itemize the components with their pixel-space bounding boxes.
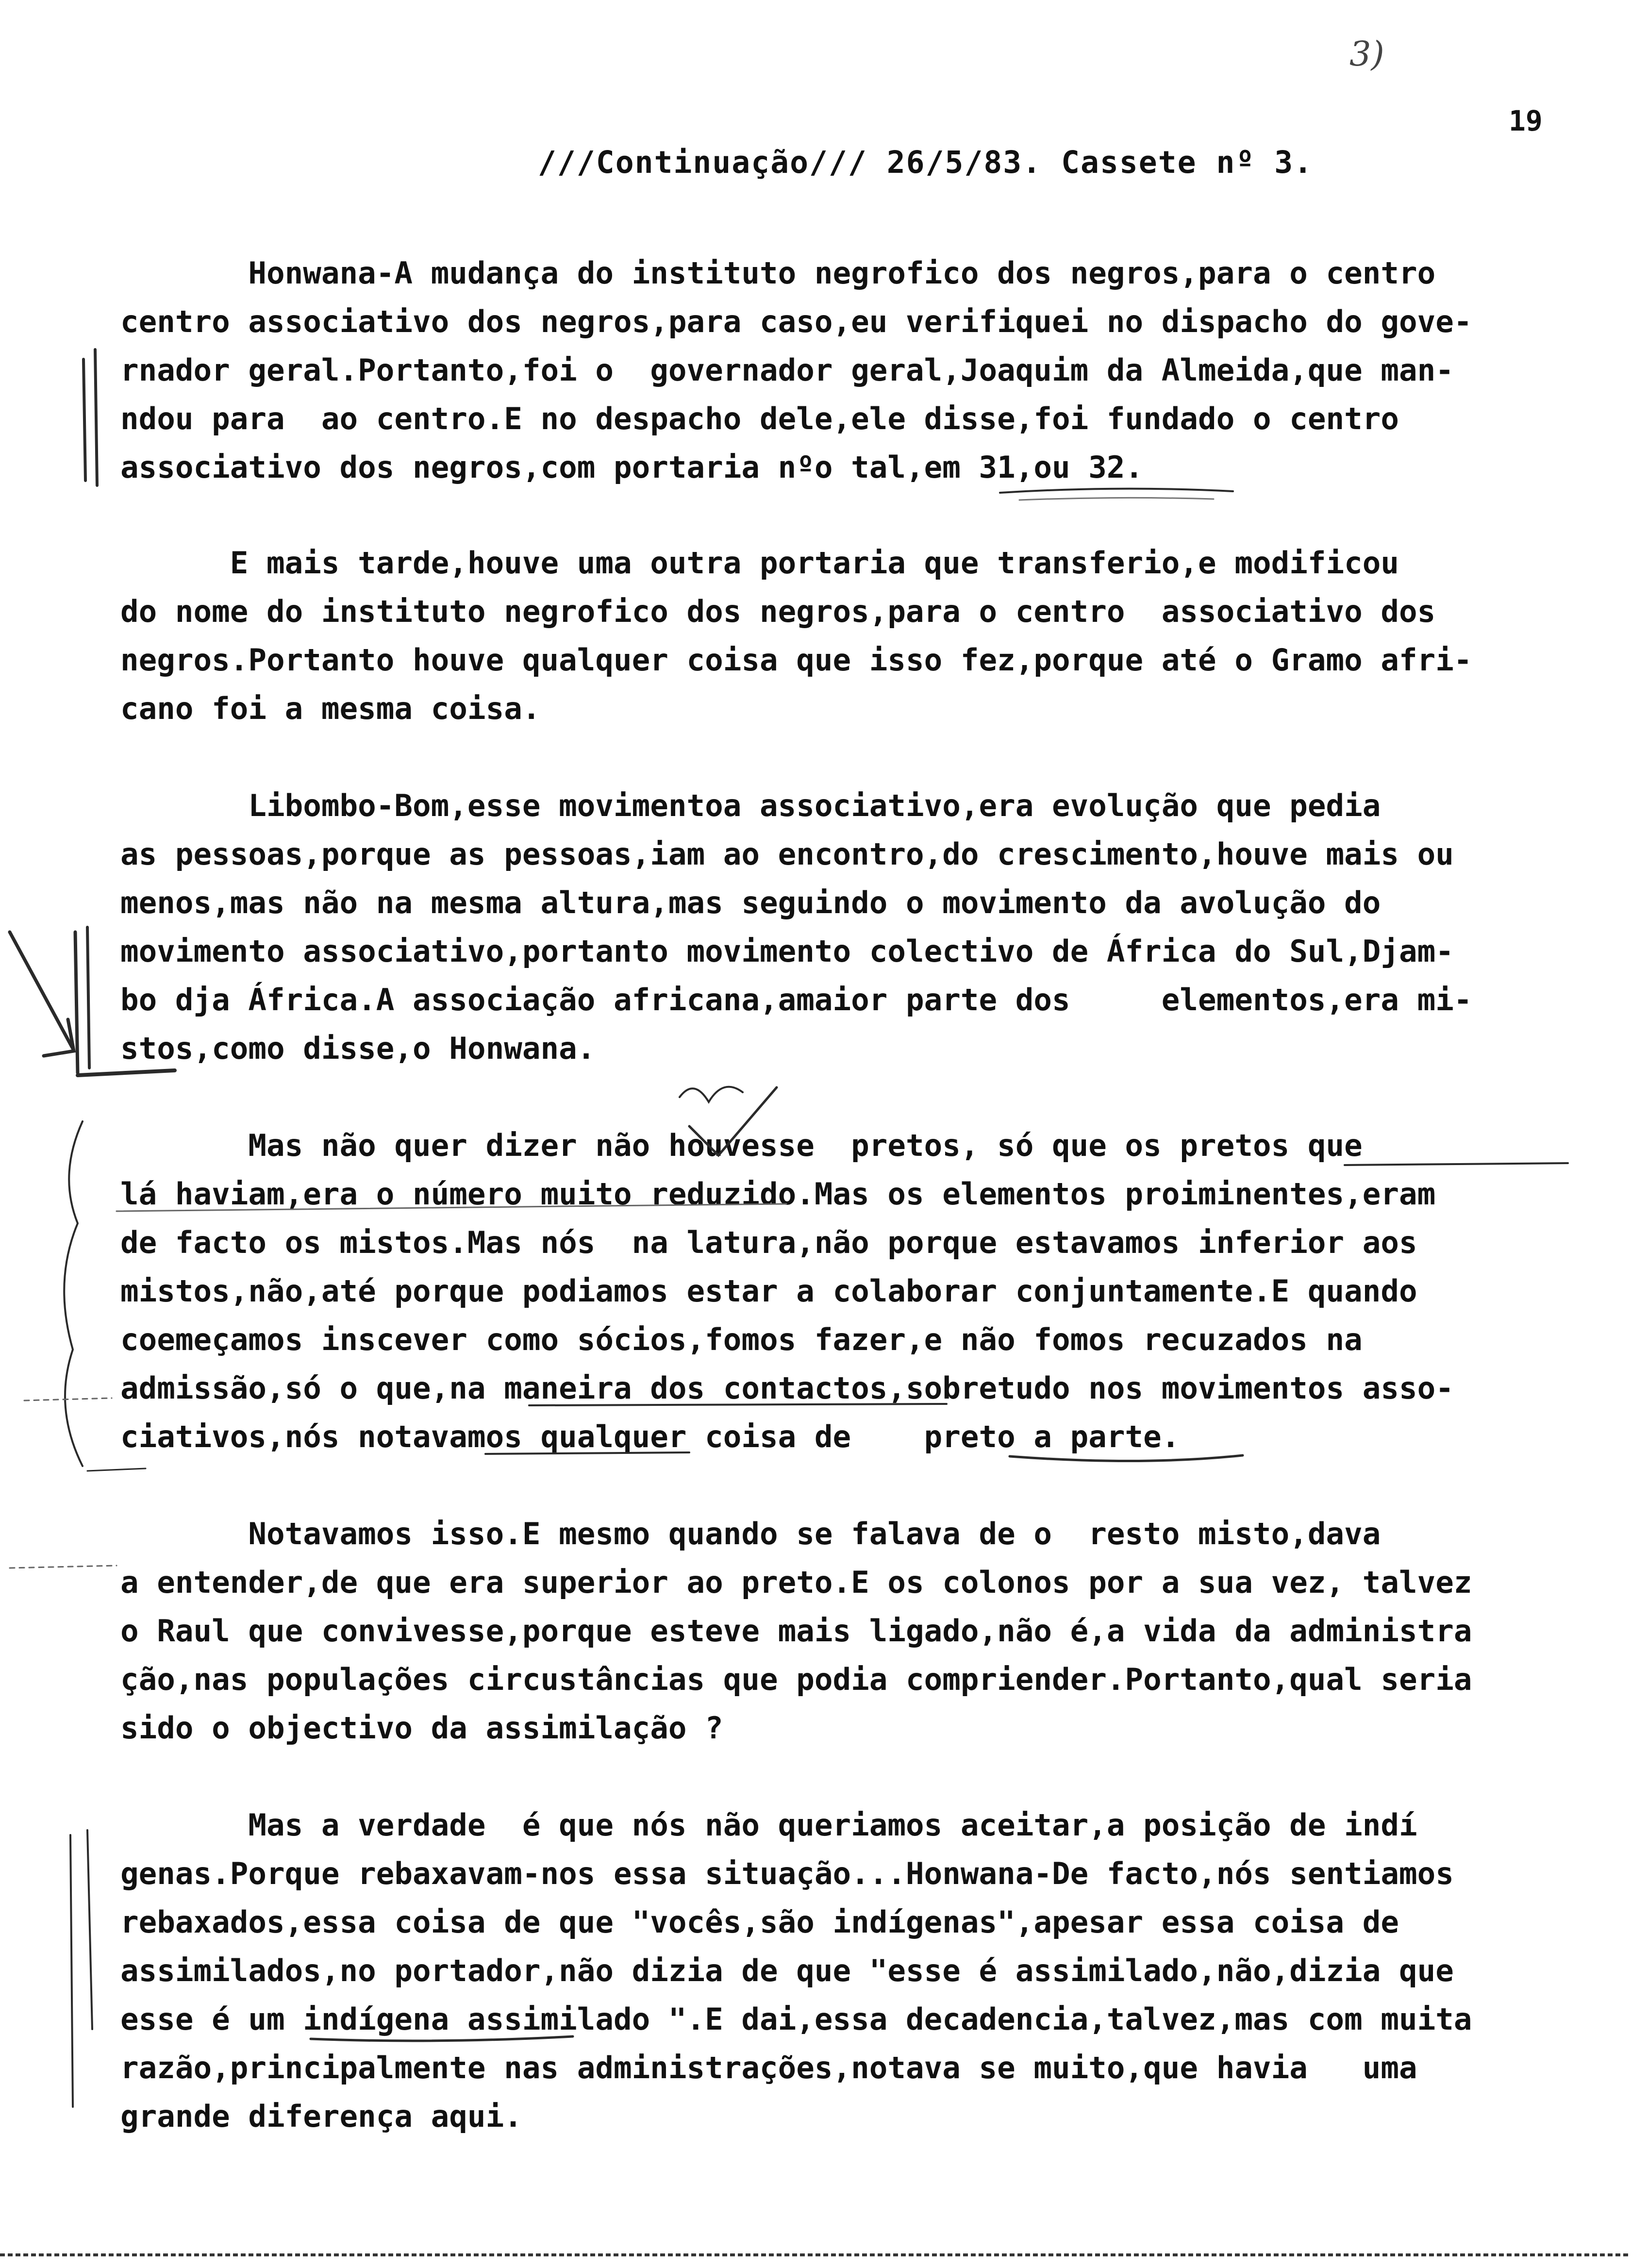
insertion-mark <box>680 1087 743 1102</box>
corner-pencil-mark: 3) <box>1349 34 1384 74</box>
paragraph-6 <box>120 1801 1567 2141</box>
paragraph-2 <box>120 539 1567 733</box>
text-line: movimento associativo,portanto movimento colectivo de África do Sul,Djam- <box>120 934 1454 969</box>
arrow-icon <box>44 1019 74 1056</box>
margin-bar-mark <box>70 1835 73 2107</box>
page-number: 19 <box>1509 104 1543 137</box>
text-line: Libombo-Bom,esse movimentoa associativo,era evolução que pedia <box>120 788 1381 823</box>
text-line: cano foi a mesma coisa. <box>120 691 541 726</box>
text-line: assimilados,no portador,não dizia de que "esse é assimilado,não,dizia que <box>120 1953 1454 1988</box>
margin-brace-mark <box>64 1121 83 1466</box>
text-line: centro associativo dos negros,para caso,eu verifiquei no dispacho do gove- <box>120 304 1472 339</box>
text-line: rebaxados,essa coisa de que "vocês,são indígenas",apesar essa coisa de <box>120 1904 1399 1940</box>
text-line: Honwana-A mudança do instituto negrofico dos negros,para o centro <box>120 255 1436 291</box>
text-line: ndou para ao centro.E no despacho dele,ele disse,foi fundado o centro <box>120 401 1399 436</box>
arrow-icon <box>10 932 73 1049</box>
text-line: mistos,não,até porque podiamos estar a colaborar conjuntamente.E quando <box>120 1273 1417 1309</box>
text-line: as pessoas,porque as pessoas,iam ao encontro,do crescimento,houve mais ou <box>120 836 1454 872</box>
text-line: lá haviam,era o número muito reduzido.Mas os elementos proiminentes,eram <box>120 1176 1436 1212</box>
text-line: Mas não quer dizer não houvesse pretos, só que os pretos que <box>120 1128 1363 1163</box>
text-line: admissão,só o que,na maneira dos contactos,sobretudo nos movimentos asso- <box>120 1370 1454 1406</box>
text-line: coemeçamos inscever como sócios,fomos fazer,e não fomos recuzados na <box>120 1322 1363 1357</box>
text-line: a entender,de que era superior ao preto.E os colonos por a sua vez, talvez <box>120 1565 1472 1600</box>
margin-bar-mark <box>87 1830 92 2029</box>
paragraph-3 <box>120 782 1567 1073</box>
margin-dash-mark <box>24 1398 112 1401</box>
text-line: E mais tarde,houve uma outra portaria que transferio,e modificou <box>120 545 1399 581</box>
text-line: razão,principalmente nas administrações,notava se muito,que havia uma <box>120 2050 1417 2085</box>
text-line: menos,mas não na mesma altura,mas seguindo o movimento da avolução do <box>120 885 1381 920</box>
page-bottom-edge <box>0 2253 1631 2256</box>
text-line: Mas a verdade é que nós não queriamos aceitar,a posição de indí <box>120 1807 1417 1843</box>
text-line: ção,nas populações circustâncias que podia compriender.Portanto,qual seria <box>120 1662 1472 1697</box>
text-line: genas.Porque rebaxavam-nos essa situação...Honwana-De facto,nós sentiamos <box>120 1856 1454 1891</box>
text-line: bo dja África.A associação africana,amaior parte dos elementos,era mi- <box>120 982 1472 1017</box>
text-line: rnador geral.Portanto,foi o governador geral,Joaquim da Almeida,que man- <box>120 352 1454 388</box>
text-line: de facto os mistos.Mas nós na latura,não porque estavamos inferior aos <box>120 1225 1417 1260</box>
text-line: esse é um indígena assimilado ".E dai,essa decadencia,talvez,mas com muita <box>120 2001 1472 2037</box>
text-line: negros.Portanto houve qualquer coisa que isso fez,porque até o Gramo afri- <box>120 642 1472 678</box>
text-line: do nome do instituto negrofico dos negros,para o centro associativo dos <box>120 594 1436 629</box>
page-header: ///Continuação/// 26/5/83. Cassete nº 3. <box>538 145 1314 180</box>
paragraph-1 <box>120 249 1567 492</box>
paragraph-4 <box>120 1121 1567 1461</box>
text-line: stos,como disse,o Honwana. <box>120 1031 596 1066</box>
underline-mark <box>1019 498 1214 500</box>
margin-bar-mark <box>87 1468 146 1471</box>
margin-bar-mark <box>87 927 89 1068</box>
margin-bar-mark <box>95 350 97 485</box>
text-line: grande diferença aqui. <box>120 2099 522 2134</box>
margin-bar-mark <box>75 932 78 1073</box>
text-line: sido o objectivo da assimilação ? <box>120 1710 723 1746</box>
text-line: Notavamos isso.E mesmo quando se falava de o resto misto,dava <box>120 1516 1381 1551</box>
text-line: o Raul que convivesse,porque esteve mais ligado,não é,a vida da administra <box>120 1613 1472 1649</box>
margin-dash-mark <box>10 1566 116 1568</box>
text-line: associativo dos negros,com portaria nºo tal,em 31,ou 32. <box>120 450 1144 485</box>
text-line: ciativos,nós notavamos qualquer coisa de preto a parte. <box>120 1419 1180 1454</box>
paragraph-5 <box>120 1510 1567 1752</box>
margin-bar-mark <box>83 359 85 481</box>
